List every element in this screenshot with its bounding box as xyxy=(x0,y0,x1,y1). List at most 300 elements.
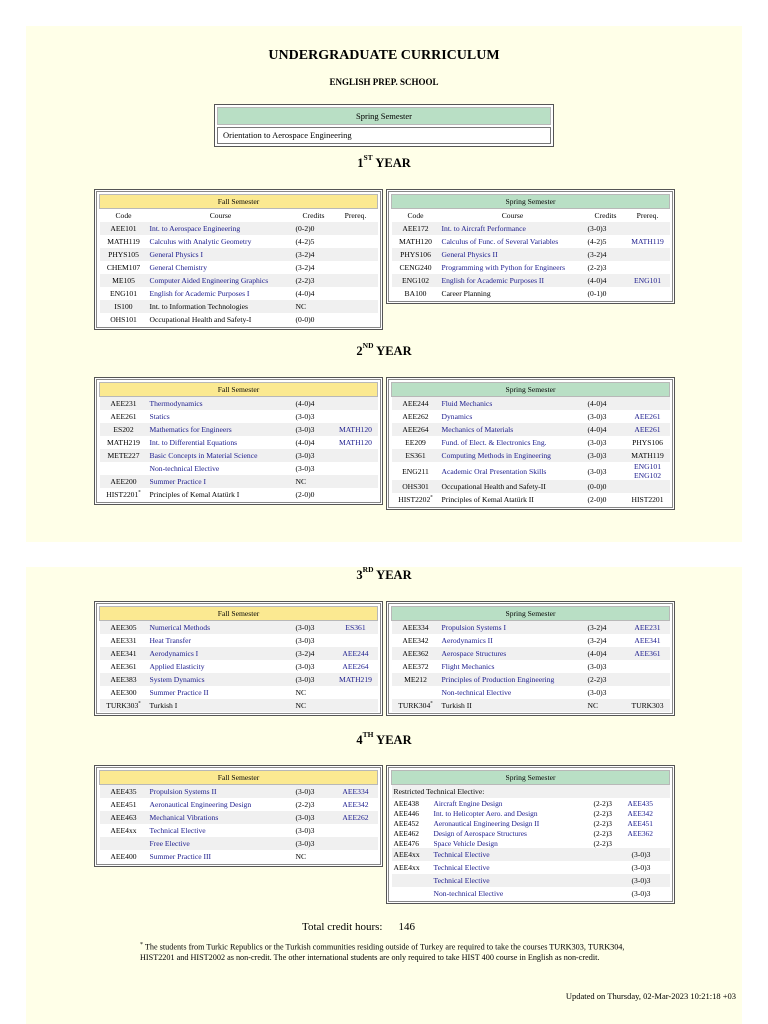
course-credits: (3-2)4 xyxy=(587,636,607,645)
course-prereq[interactable]: AEE435 xyxy=(627,798,653,808)
table-row xyxy=(100,261,378,274)
y4-spring-table xyxy=(386,765,675,904)
course-name: Principles of Kemal Atatürk I xyxy=(149,490,240,499)
course-name[interactable]: Flight Mechanics xyxy=(441,662,495,671)
table-row xyxy=(392,828,670,838)
course-code: IS100 xyxy=(100,300,148,313)
course-name[interactable]: Summer Practice I xyxy=(148,475,294,488)
course-name[interactable]: Statics xyxy=(149,412,170,421)
course-code: AEE4xx xyxy=(392,848,432,861)
course-name[interactable]: Int. to Aircraft Performance xyxy=(440,222,586,235)
course-prereq[interactable]: AEE342 xyxy=(342,800,369,809)
course-code: ES361 xyxy=(392,449,440,462)
course-name: Career Planning xyxy=(441,289,491,298)
y2-fall-semester-header: Fall Semester xyxy=(100,383,378,397)
course-prereq[interactable]: AEE261 xyxy=(634,412,661,421)
table-row xyxy=(392,235,670,248)
course-code: AEE438 xyxy=(393,798,419,808)
course-credits: (2-2)3 xyxy=(593,838,612,848)
course-name[interactable]: Academic Oral Presentation Skills xyxy=(441,466,547,476)
table-row xyxy=(100,837,378,850)
course-prereq xyxy=(334,699,378,712)
course-credits: (4-0)4 xyxy=(586,274,626,287)
table-row xyxy=(100,660,378,673)
course-prereq xyxy=(626,261,670,274)
course-name[interactable]: Non-technical Elective xyxy=(433,889,504,898)
course-prereq xyxy=(334,837,378,850)
course-name[interactable]: General Chemistry xyxy=(149,263,208,272)
course-prereq xyxy=(334,397,378,411)
course-prereq xyxy=(626,480,670,493)
course-prereq xyxy=(626,222,670,235)
table-row xyxy=(100,300,378,313)
course-prereq[interactable]: MATH219 xyxy=(334,673,378,686)
course-code: AEE264 xyxy=(392,423,440,436)
course-code: PHYS106 xyxy=(392,248,440,261)
course-credits: (4-0)4 xyxy=(586,397,626,411)
course-credits: (4-2)5 xyxy=(587,237,607,246)
table-row xyxy=(392,673,670,686)
course-prereq xyxy=(334,686,378,699)
course-credits: (3-0)3 xyxy=(295,464,315,473)
course-code: MATH120 xyxy=(399,237,432,246)
course-name[interactable]: Non-technical Elective xyxy=(441,688,512,697)
course-name[interactable]: Calculus of Func. of Several Variables xyxy=(441,237,559,246)
course-prereq xyxy=(334,634,378,647)
table-row xyxy=(100,248,378,261)
course-credits: (3-0)3 xyxy=(587,438,607,447)
course-code: AEE331 xyxy=(110,636,137,645)
course-code: AEE172 xyxy=(392,222,440,235)
course-code: AEE372 xyxy=(402,662,429,671)
table-row xyxy=(100,621,378,635)
course-credits: NC xyxy=(294,475,334,488)
y3-fall-table xyxy=(94,601,383,716)
course-prereq xyxy=(626,287,670,300)
course-code xyxy=(100,462,148,475)
table-row xyxy=(100,436,378,449)
course-prereq[interactable]: MATH120 xyxy=(334,423,378,436)
course-credits: (3-2)4 xyxy=(586,248,626,261)
course-code: ENG101 xyxy=(110,289,137,298)
course-prereq xyxy=(334,410,378,423)
course-credits: (2-0)0 xyxy=(587,495,607,504)
course-credits: (3-0)3 xyxy=(592,874,670,887)
y1-fall-semester-header: Fall Semester xyxy=(100,195,378,209)
course-credits: (3-0)3 xyxy=(294,837,334,850)
course-code: AEE4xx xyxy=(110,826,137,835)
course-credits: (3-0)3 xyxy=(587,466,607,476)
course-credits: (3-0)3 xyxy=(586,449,626,462)
table-row xyxy=(100,449,378,462)
course-code: AEE262 xyxy=(402,412,429,421)
course-code: AEE451 xyxy=(110,800,137,809)
course-prereq xyxy=(334,313,378,326)
course-prereq[interactable]: AEE262 xyxy=(334,811,378,824)
course-code xyxy=(100,837,148,850)
course-name[interactable]: General Physics II xyxy=(440,248,586,261)
course-code: CHEM107 xyxy=(106,263,141,272)
course-name[interactable]: Thermodynamics xyxy=(148,397,294,411)
course-code: AEE4xx xyxy=(393,863,420,872)
course-prereq[interactable] xyxy=(626,838,670,848)
course-name[interactable]: Computer Aided Engineering Graphics xyxy=(148,274,294,287)
course-prereq[interactable]: AEE264 xyxy=(342,662,369,671)
course-prereq: MATH119 xyxy=(626,449,670,462)
course-prereq[interactable]: AEE261 xyxy=(626,423,670,436)
y2-fall-table xyxy=(94,377,383,505)
course-code: AEE362 xyxy=(392,647,440,660)
course-name: Occupational Health and Safety-I xyxy=(149,315,252,324)
course-credits: (3-2)4 xyxy=(294,647,334,660)
course-prereq xyxy=(334,475,378,488)
curriculum-panel-bottom xyxy=(26,567,742,1024)
course-credits: (3-0)3 xyxy=(592,848,670,861)
table-row xyxy=(100,850,378,863)
course-credits: (2-2)3 xyxy=(294,274,334,287)
course-name[interactable]: Space Vehicle Design xyxy=(433,838,498,848)
year-3-heading: 3RD YEAR xyxy=(356,565,412,582)
table-row xyxy=(392,647,670,660)
y1-spring-col-course: Course xyxy=(501,211,524,220)
course-prereq[interactable]: AEE341 xyxy=(634,636,661,645)
course-prereq xyxy=(334,300,378,313)
table-row xyxy=(100,824,378,837)
course-name[interactable]: Propulsion Systems II xyxy=(148,785,294,799)
year-4-heading: 4TH YEAR xyxy=(356,730,412,747)
table-row xyxy=(392,222,670,235)
course-name[interactable]: Technical Elective xyxy=(432,848,592,861)
course-name[interactable]: Fluid Mechanics xyxy=(440,397,586,411)
year-1-heading: 1ST YEAR xyxy=(357,153,411,170)
course-prereq xyxy=(334,248,378,261)
course-code: TURK303* xyxy=(100,699,148,712)
course-name[interactable]: Aircraft Engine Design xyxy=(433,798,503,808)
table-row xyxy=(100,785,378,799)
course-code: ENG102 xyxy=(392,274,440,287)
course-name: Principles of Kemal Atatürk II xyxy=(441,495,534,504)
course-credits: (3-0)3 xyxy=(294,811,334,824)
course-credits: (2-2)3 xyxy=(593,808,612,818)
course-prereq xyxy=(334,488,378,501)
course-prereq[interactable]: AEE231 xyxy=(626,621,670,635)
table-row xyxy=(392,874,670,887)
updated-timestamp: Updated on Thursday, 02-Mar-2023 10:21:18 +03 xyxy=(565,991,736,1001)
y2-spring-table xyxy=(386,377,675,510)
course-prereq[interactable]: AEE244 xyxy=(334,647,378,660)
course-name[interactable]: Mechanical Vibrations xyxy=(148,811,294,824)
course-prereq: PHYS106 xyxy=(632,438,663,447)
course-name[interactable]: Propulsion Systems I xyxy=(440,621,586,635)
course-name[interactable]: English for Academic Purposes II xyxy=(440,274,586,287)
table-row xyxy=(100,673,378,686)
table-row xyxy=(100,222,378,235)
course-credits: (4-2)5 xyxy=(295,237,315,246)
course-credits: (3-0)3 xyxy=(294,621,334,635)
course-code: AEE261 xyxy=(110,412,137,421)
course-credits: (3-0)3 xyxy=(295,826,315,835)
table-row xyxy=(392,423,670,436)
course-code: MATH219 xyxy=(107,438,140,447)
y3-spring-table xyxy=(386,601,675,716)
course-credits: (3-0)3 xyxy=(294,423,334,436)
table-row xyxy=(392,449,670,462)
table-row xyxy=(392,798,670,808)
course-code xyxy=(392,686,440,699)
course-code: AEE435 xyxy=(100,785,148,799)
course-name[interactable]: Aeronautical Engineering Design xyxy=(149,800,252,809)
table-row xyxy=(392,861,670,874)
course-name: Turkish II xyxy=(440,699,586,712)
prep-school-heading: ENGLISH PREP. SCHOOL xyxy=(329,77,439,87)
course-code: MATH119 xyxy=(107,237,140,246)
y3-fall-semester-header: Fall Semester xyxy=(100,607,378,621)
course-prereq: TURK303 xyxy=(626,699,670,712)
course-prereq xyxy=(626,397,670,411)
course-name[interactable]: Int. to Differential Equations xyxy=(149,438,238,447)
table-row xyxy=(100,462,378,475)
course-name[interactable]: System Dynamics xyxy=(148,673,294,686)
course-code: CENG240 xyxy=(399,263,432,272)
table-row xyxy=(100,475,378,488)
course-prereq[interactable]: AEE362 xyxy=(627,828,653,838)
course-credits: NC xyxy=(295,852,307,861)
course-name[interactable]: Technical Elective xyxy=(433,863,490,872)
course-credits: NC xyxy=(294,300,334,313)
course-credits: (3-0)3 xyxy=(295,662,315,671)
course-prereq[interactable]: AEE342 xyxy=(627,808,653,818)
table-row xyxy=(392,397,670,411)
course-credits: (3-2)4 xyxy=(294,248,334,261)
table-row xyxy=(392,621,670,635)
course-name[interactable]: Mechanics of Materials xyxy=(440,423,586,436)
table-row xyxy=(100,313,378,326)
course-code: ES202 xyxy=(100,423,148,436)
restricted-elective-label: Restricted Technical Elective: xyxy=(392,785,670,799)
course-credits: (3-0)3 xyxy=(587,662,607,671)
course-name[interactable]: Heat Transfer xyxy=(149,636,192,645)
course-name[interactable]: Aeronautical Engineering Design II xyxy=(433,818,540,828)
course-name[interactable]: Applied Elasticity xyxy=(149,662,205,671)
course-credits: (3-2)4 xyxy=(586,621,626,635)
course-prereq[interactable]: AEE334 xyxy=(334,785,378,799)
course-prereq xyxy=(334,824,378,837)
prep-course: Orientation to Aerospace Engineering xyxy=(217,127,551,144)
course-name[interactable]: Design of Aerospace Structures xyxy=(433,828,527,838)
y4-spring-semester-header: Spring Semester xyxy=(392,771,670,785)
y4-fall-table xyxy=(94,765,383,867)
course-credits: (2-2)3 xyxy=(587,263,607,272)
y2-spring-semester-header: Spring Semester xyxy=(392,383,670,397)
course-credits: NC xyxy=(295,688,307,697)
y1-fall-col-code: Code xyxy=(115,211,132,220)
course-code: PHYS105 xyxy=(100,248,148,261)
year-2-heading: 2ND YEAR xyxy=(356,341,412,358)
course-prereq xyxy=(334,222,378,235)
course-credits: (2-2)3 xyxy=(586,673,626,686)
course-prereq xyxy=(334,287,378,300)
table-row xyxy=(100,397,378,411)
table-row xyxy=(392,818,670,828)
course-name[interactable]: Aerospace Structures xyxy=(440,647,586,660)
course-code: AEE300 xyxy=(110,688,137,697)
course-prereq xyxy=(626,686,670,699)
course-prereq[interactable]: ENG101 xyxy=(626,274,670,287)
course-name[interactable]: Mathematics for Engineers xyxy=(148,423,294,436)
course-credits: (3-0)3 xyxy=(586,222,626,235)
course-code: AEE463 xyxy=(100,811,148,824)
course-name[interactable]: Fund. of Elect. & Electronics Eng. xyxy=(441,438,547,447)
course-name[interactable]: Technical Elective xyxy=(149,826,206,835)
course-name[interactable]: Principles of Production Engineering xyxy=(440,673,586,686)
course-prereq xyxy=(626,660,670,673)
course-credits: (3-2)4 xyxy=(295,263,315,272)
course-credits: (3-0)3 xyxy=(631,863,651,872)
course-credits: (2-0)0 xyxy=(295,490,315,499)
course-name[interactable]: Summer Practice III xyxy=(149,852,212,861)
course-prereq[interactable]: AEE451 xyxy=(627,818,653,828)
table-row xyxy=(392,462,670,480)
course-credits: (0-2)0 xyxy=(294,222,334,235)
course-prereq xyxy=(334,850,378,863)
course-name[interactable]: Programming with Python for Engineers xyxy=(441,263,566,272)
course-name[interactable]: Basic Concepts in Material Science xyxy=(148,449,294,462)
course-code: AEE334 xyxy=(392,621,440,635)
table-row xyxy=(392,493,670,506)
course-code: ENG211 xyxy=(402,466,429,476)
table-row xyxy=(100,647,378,660)
course-code: EE209 xyxy=(405,438,426,447)
y1-spring-col-code: Code xyxy=(407,211,424,220)
y1-spring-col-prereq: Prereq. xyxy=(636,211,659,220)
table-row xyxy=(100,274,378,287)
course-name[interactable]: Dynamics xyxy=(441,412,473,421)
course-prereq xyxy=(626,673,670,686)
course-credits: (4-0)4 xyxy=(586,647,626,660)
course-code: TURK304* xyxy=(392,699,440,712)
course-code: AEE244 xyxy=(392,397,440,411)
course-prereq[interactable]: ES361 xyxy=(334,621,378,635)
table-row xyxy=(100,488,378,501)
table-row xyxy=(392,838,670,848)
y4-fall-semester-header: Fall Semester xyxy=(100,771,378,785)
course-code: OHS101 xyxy=(110,315,137,324)
course-name[interactable]: Aerodynamics I xyxy=(148,647,294,660)
course-name[interactable]: Summer Practice II xyxy=(149,688,209,697)
course-credits: (2-2)3 xyxy=(593,828,612,838)
course-name[interactable]: Numerical Methods xyxy=(148,621,294,635)
course-name[interactable]: Non-technical Elective xyxy=(149,464,220,473)
course-credits: (3-0)3 xyxy=(295,636,315,645)
course-code: AEE446 xyxy=(393,808,419,818)
table-row xyxy=(392,287,670,300)
table-row xyxy=(392,480,670,493)
course-code: AEE361 xyxy=(110,662,137,671)
course-code: AEE341 xyxy=(100,647,148,660)
table-row xyxy=(100,423,378,436)
course-prereq: HIST2201 xyxy=(631,495,664,504)
course-name[interactable]: Aerodynamics II xyxy=(441,636,493,645)
table-row xyxy=(100,410,378,423)
course-name[interactable]: Calculus with Analytic Geometry xyxy=(149,237,252,246)
course-name[interactable]: Technical Elective xyxy=(432,874,592,887)
course-code: AEE200 xyxy=(100,475,148,488)
course-credits: (2-2)3 xyxy=(295,800,315,809)
course-prereq xyxy=(334,235,378,248)
prep-semester-header: Spring Semester xyxy=(217,107,551,125)
curriculum-panel-top xyxy=(26,26,742,542)
course-name: Occupational Health and Safety-II xyxy=(440,480,586,493)
course-credits: (3-0)3 xyxy=(294,785,334,799)
y1-spring-col-credits: Credits xyxy=(594,211,617,220)
footnote: * The students from Turkic Republics or the Turkish communities residing outside of Turkey are required to take the courses TURK303, TURK304, HIST2201 and HIST2002 as non-credit. The other international students are only required to take HIST 400 course in English as non-credit. xyxy=(140,942,625,963)
total-credit-hours: Total credit hours: 146 xyxy=(302,921,415,933)
y1-fall-col-course: Course xyxy=(209,211,232,220)
table-row xyxy=(392,634,670,647)
table-row xyxy=(392,410,670,423)
course-code: BA100 xyxy=(404,289,427,298)
table-row xyxy=(392,261,670,274)
table-row xyxy=(392,436,670,449)
course-prereq[interactable]: ENG101 ENG102 xyxy=(634,462,661,480)
table-row xyxy=(392,248,670,261)
course-prereq[interactable]: MATH120 xyxy=(339,438,372,447)
course-name[interactable]: General Physics I xyxy=(148,248,294,261)
y1-spring-table xyxy=(386,189,675,304)
course-name[interactable]: Computing Methods in Engineering xyxy=(440,449,586,462)
course-credits: (2-2)3 xyxy=(593,818,612,828)
course-code: METE227 xyxy=(100,449,148,462)
course-credits: (3-0)3 xyxy=(587,688,607,697)
prep-semester-box xyxy=(214,104,554,147)
course-credits: (3-0)3 xyxy=(294,673,334,686)
y3-spring-semester-header: Spring Semester xyxy=(392,607,670,621)
table-row xyxy=(392,808,670,818)
course-prereq xyxy=(334,449,378,462)
course-code xyxy=(392,887,432,900)
course-credits: (4-0)4 xyxy=(586,423,626,436)
course-prereq xyxy=(626,248,670,261)
course-prereq[interactable]: AEE361 xyxy=(626,647,670,660)
y1-spring-semester-header: Spring Semester xyxy=(392,195,670,209)
course-code: HIST2202* xyxy=(398,495,433,504)
table-row xyxy=(392,887,670,900)
course-code: AEE400 xyxy=(110,852,137,861)
course-credits: (4-0)4 xyxy=(295,438,315,447)
course-credits: (3-0)3 xyxy=(295,412,315,421)
course-code xyxy=(392,874,432,887)
course-credits: (0-1)0 xyxy=(587,289,607,298)
course-prereq xyxy=(334,462,378,475)
course-code: AEE231 xyxy=(100,397,148,411)
table-row xyxy=(392,699,670,712)
course-prereq[interactable]: MATH119 xyxy=(631,237,664,246)
course-prereq xyxy=(334,274,378,287)
course-name[interactable]: Free Elective xyxy=(148,837,294,850)
course-name[interactable]: Int. to Aerospace Engineering xyxy=(148,222,294,235)
course-name[interactable]: Int. to Helicopter Aero. and Design xyxy=(433,808,538,818)
course-name[interactable]: English for Academic Purposes I xyxy=(149,289,250,298)
y1-fall-col-prereq: Prereq. xyxy=(344,211,367,220)
table-row xyxy=(100,811,378,824)
course-code: OHS301 xyxy=(392,480,440,493)
course-credits: (4-0)4 xyxy=(295,289,315,298)
course-credits: (0-0)0 xyxy=(586,480,626,493)
table-row xyxy=(392,686,670,699)
table-row xyxy=(392,274,670,287)
y1-fall-col-credits: Credits xyxy=(302,211,325,220)
table-row xyxy=(100,699,378,712)
